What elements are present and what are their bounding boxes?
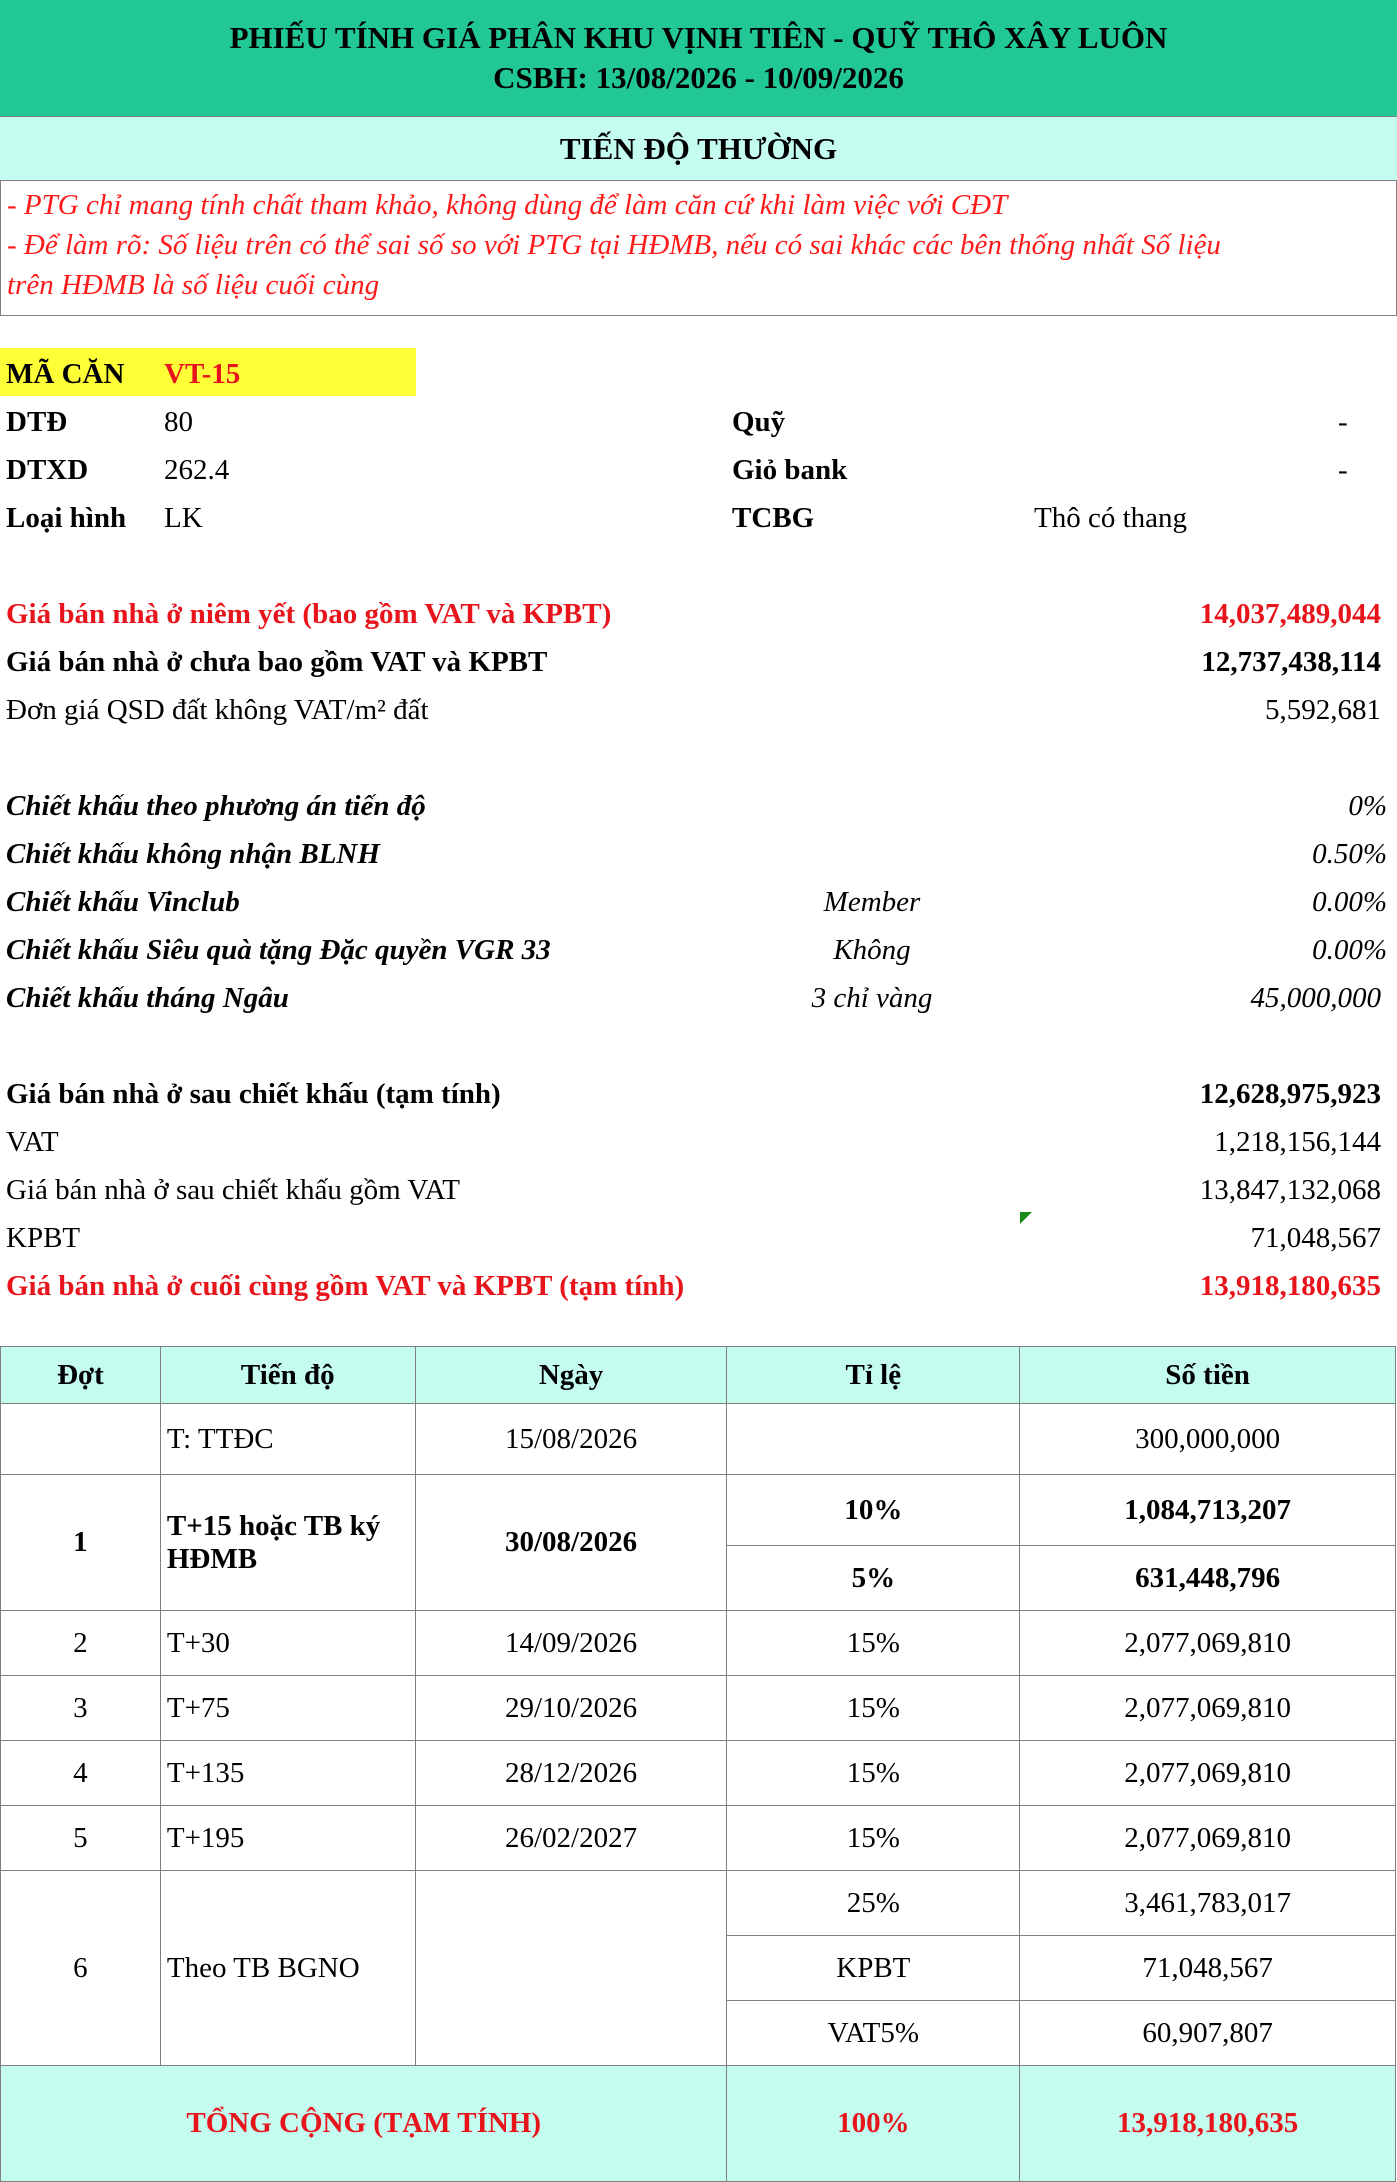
rate-cell: 10% — [727, 1475, 1020, 1546]
table-row — [1, 1676, 1396, 1741]
dot-cell: 1 — [1, 1475, 161, 1611]
unit-code-value: VT-15 — [164, 358, 241, 390]
gio-bank-label: Giỏ bank — [732, 454, 848, 486]
progress-cell: T+15 hoặc TB ký HĐMB — [160, 1475, 415, 1611]
col-header-progress: Tiến độ — [160, 1347, 415, 1404]
note-line-3: trên HĐMB là số liệu cuối cùng — [7, 269, 380, 301]
discount-label: Chiết khấu không nhận BLNH — [6, 838, 380, 870]
table-total-row — [1, 2066, 1396, 2182]
disclaimer-notes — [0, 181, 1397, 316]
land-price-row — [0, 686, 1397, 732]
land-price-label: Đơn giá QSD đất không VAT/m² đất — [6, 694, 429, 726]
progress-cell: T+30 — [160, 1611, 415, 1676]
amount-cell: 71,048,567 — [1020, 1936, 1396, 2001]
after-vat-value: 13,847,132,068 — [1199, 1174, 1381, 1206]
table-row-deposit — [1, 1404, 1396, 1475]
dot-cell: 5 — [1, 1806, 161, 1871]
note-line-1: - PTG chỉ mang tính chất tham khảo, không dùng để làm căn cứ khi làm việc với CĐT — [7, 189, 1008, 221]
discount-value: 0% — [1348, 790, 1387, 822]
table-header-row — [1, 1347, 1396, 1404]
amount-cell: 631,448,796 — [1020, 1546, 1396, 1611]
kpbt-label: KPBT — [6, 1222, 81, 1254]
gio-bank-value: - — [1338, 454, 1348, 486]
kpbt-row — [0, 1214, 1397, 1260]
rate-cell: 15% — [727, 1676, 1020, 1741]
rate-cell: 5% — [727, 1546, 1020, 1611]
table-row-d6 — [1, 1871, 1396, 1936]
table-row — [1, 1741, 1396, 1806]
dot-cell: 6 — [1, 1871, 161, 2066]
col-header-date: Ngày — [415, 1347, 727, 1404]
rate-cell: 15% — [727, 1741, 1020, 1806]
progress-cell: T+75 — [160, 1676, 415, 1741]
discount-row — [0, 926, 1397, 972]
dtxd-label: DTXD — [6, 454, 89, 486]
date-cell: 15/08/2026 — [415, 1404, 727, 1475]
rate-cell: 15% — [727, 1611, 1020, 1676]
dot-cell: 3 — [1, 1676, 161, 1741]
discount-note: Member — [823, 886, 921, 918]
final-price-value: 13,918,180,635 — [1199, 1270, 1381, 1302]
dot-cell: 4 — [1, 1741, 161, 1806]
discount-note: Không — [833, 934, 911, 966]
after-vat-row — [0, 1166, 1397, 1212]
vat-value: 1,218,156,144 — [1214, 1126, 1381, 1158]
col-header-dot: Đợt — [1, 1347, 161, 1404]
vat-row — [0, 1118, 1397, 1164]
amount-cell: 60,907,807 — [1020, 2001, 1396, 2066]
discount-value: 0.50% — [1312, 838, 1387, 870]
loai-hinh-label: Loại hình — [6, 502, 127, 534]
quy-label: Quỹ — [732, 406, 786, 438]
total-label: TỔNG CỘNG (TẠM TÍNH) — [1, 2066, 727, 2182]
excl-price-row — [0, 638, 1397, 684]
loai-hinh-row — [0, 494, 1397, 540]
tcbg-value: Thô có thang — [1034, 502, 1188, 534]
after-discount-value: 12,628,975,923 — [1199, 1078, 1381, 1110]
land-price-value: 5,592,681 — [1265, 694, 1381, 726]
total-amount: 13,918,180,635 — [1020, 2066, 1396, 2182]
progress-cell: T+195 — [160, 1806, 415, 1871]
discount-row — [0, 878, 1397, 924]
kpbt-value: 71,048,567 — [1250, 1222, 1381, 1254]
loai-hinh-value: LK — [164, 502, 203, 534]
discount-value: 0.00% — [1312, 886, 1387, 918]
date-cell: 30/08/2026 — [415, 1475, 727, 1611]
progress-cell: T: TTĐC — [160, 1404, 415, 1475]
after-vat-label: Giá bán nhà ở sau chiết khấu gồm VAT — [6, 1174, 461, 1206]
final-price-label: Giá bán nhà ở cuối cùng gồm VAT và KPBT (tạm tính) — [6, 1270, 685, 1302]
dtxd-value: 262.4 — [164, 454, 230, 486]
col-header-rate: Tỉ lệ — [727, 1347, 1020, 1404]
col-header-amount: Số tiền — [1020, 1347, 1396, 1404]
progress-cell: Theo TB BGNO — [160, 1871, 415, 2066]
amount-cell: 2,077,069,810 — [1020, 1611, 1396, 1676]
discount-label: Chiết khấu Siêu quà tặng Đặc quyền VGR 33 — [6, 934, 551, 966]
date-cell: 26/02/2027 — [415, 1806, 727, 1871]
table-row — [1, 1611, 1396, 1676]
vat-label: VAT — [6, 1126, 59, 1158]
discount-row — [0, 830, 1397, 876]
amount-cell: 1,084,713,207 — [1020, 1475, 1396, 1546]
amount-cell: 3,461,783,017 — [1020, 1871, 1396, 1936]
dot-cell — [1, 1404, 161, 1475]
note-line-2: - Để làm rõ: Số liệu trên có thể sai số so với PTG tại HĐMB, nếu có sai khác các bên thống nhất Số liệu — [7, 229, 1221, 261]
payment-schedule-table — [0, 1346, 1396, 2182]
discount-value: 0.00% — [1312, 934, 1387, 966]
page-title: PHIẾU TÍNH GIÁ PHÂN KHU VỊNH TIÊN - QUỸ THÔ XÂY LUÔN — [229, 20, 1168, 55]
discount-label: Chiết khấu Vinclub — [6, 886, 240, 918]
unit-code-row — [0, 350, 1397, 396]
dtd-value: 80 — [164, 406, 193, 438]
discount-note: 3 chỉ vàng — [811, 982, 933, 1014]
listed-price-label: Giá bán nhà ở niêm yết (bao gồm VAT và KPBT) — [6, 598, 612, 630]
date-cell: 28/12/2026 — [415, 1741, 727, 1806]
rate-cell: 25% — [727, 1871, 1020, 1936]
after-discount-row — [0, 1070, 1397, 1116]
discount-label: Chiết khấu theo phương án tiến độ — [6, 790, 426, 822]
rate-cell: VAT5% — [727, 2001, 1020, 2066]
dot-cell: 2 — [1, 1611, 161, 1676]
progress-cell: T+135 — [160, 1741, 415, 1806]
excl-price-label: Giá bán nhà ở chưa bao gồm VAT và KPBT — [6, 646, 548, 678]
discount-row — [0, 782, 1397, 828]
rate-cell — [727, 1404, 1020, 1475]
final-price-row — [0, 1262, 1397, 1308]
rate-cell: 15% — [727, 1806, 1020, 1871]
policy-period: CSBH: 13/08/2026 - 10/09/2026 — [493, 60, 904, 95]
quy-value: - — [1338, 406, 1348, 438]
discount-row — [0, 974, 1397, 1020]
title-banner — [0, 0, 1397, 117]
total-rate: 100% — [727, 2066, 1020, 2182]
date-cell — [415, 1871, 727, 2066]
table-row — [1, 1806, 1396, 1871]
discount-value: 45,000,000 — [1250, 982, 1381, 1014]
table-row-d1 — [1, 1475, 1396, 1546]
amount-cell: 2,077,069,810 — [1020, 1806, 1396, 1871]
amount-cell: 2,077,069,810 — [1020, 1676, 1396, 1741]
amount-cell: 2,077,069,810 — [1020, 1741, 1396, 1806]
after-discount-label: Giá bán nhà ở sau chiết khấu (tạm tính) — [6, 1078, 501, 1110]
date-cell: 14/09/2026 — [415, 1611, 727, 1676]
date-cell: 29/10/2026 — [415, 1676, 727, 1741]
listed-price-value: 14,037,489,044 — [1199, 598, 1381, 630]
discount-label: Chiết khấu tháng Ngâu — [6, 982, 289, 1014]
dtxd-row — [0, 446, 1397, 492]
amount-cell: 300,000,000 — [1020, 1404, 1396, 1475]
schedule-type-heading: TIẾN ĐỘ THƯỜNG — [0, 117, 1397, 181]
dtd-row — [0, 398, 1397, 444]
tcbg-label: TCBG — [732, 502, 815, 534]
listed-price-row — [0, 590, 1397, 636]
rate-cell: KPBT — [727, 1936, 1020, 2001]
excl-price-value: 12,737,438,114 — [1201, 646, 1381, 678]
dtd-label: DTĐ — [6, 406, 68, 438]
unit-code-label: MÃ CĂN — [6, 358, 125, 390]
